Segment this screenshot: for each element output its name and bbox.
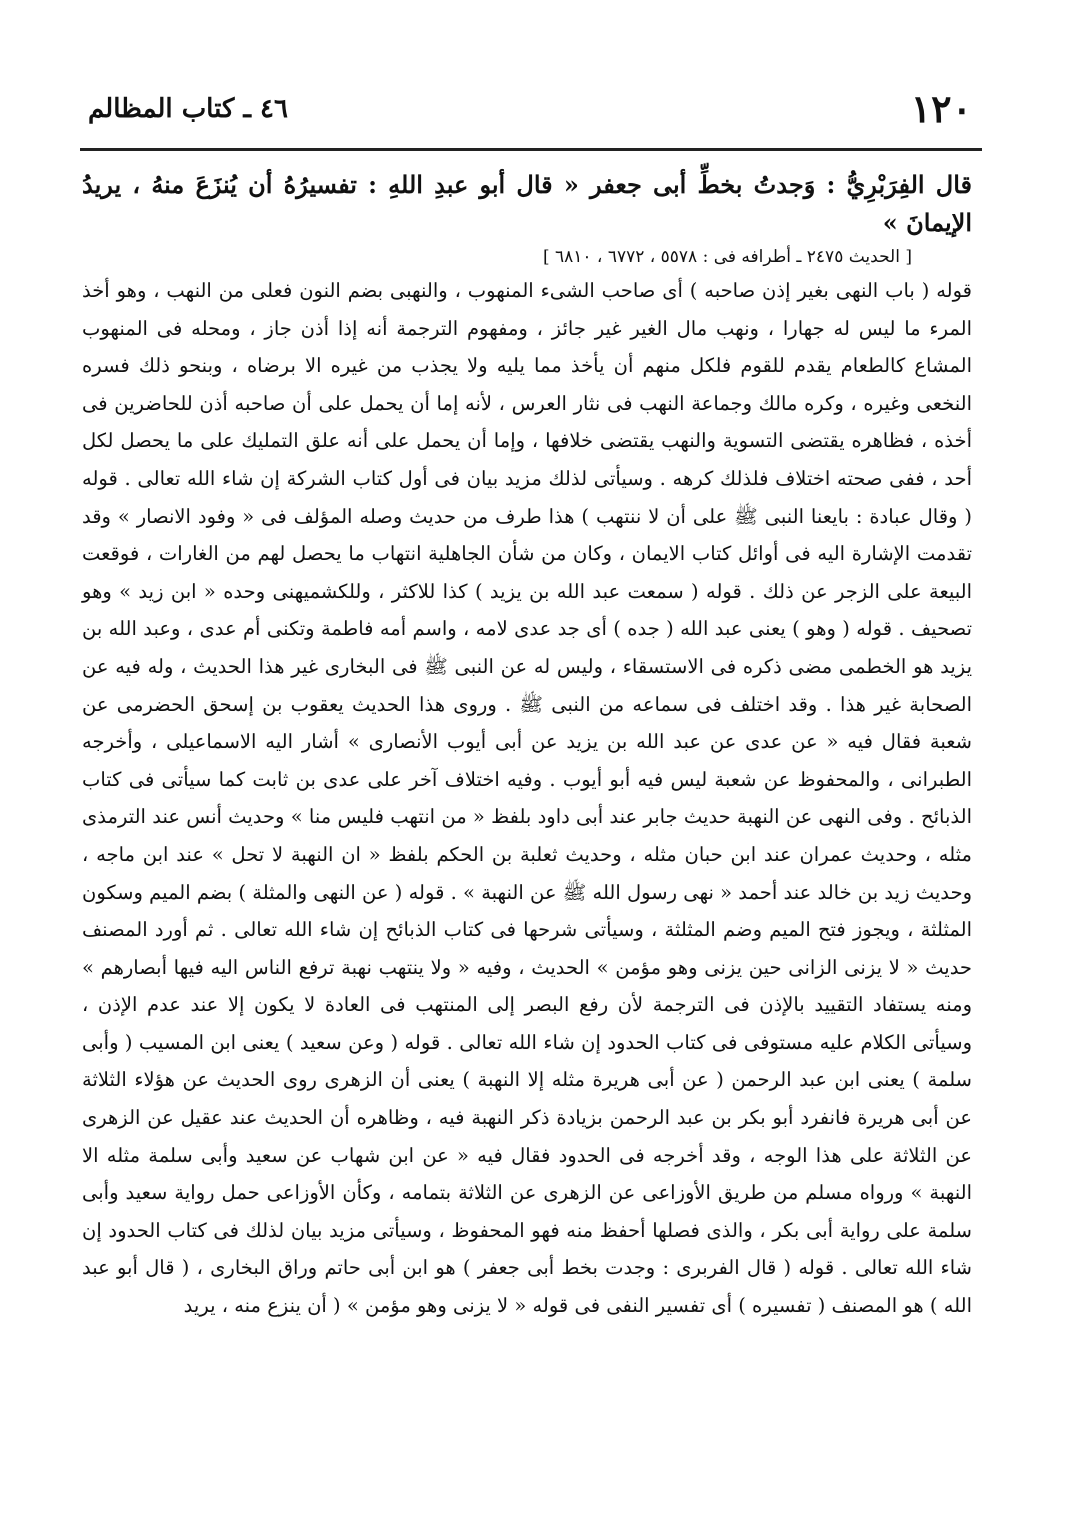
- page-content: [82, 160, 972, 1325]
- header-divider: [80, 148, 982, 151]
- page-number: ١٢٠: [910, 86, 972, 131]
- commentary-paragraph: قوله ( باب النهى بغير إذن صاحبه ) أى صاحب الشىء المنهوب ، والنهبى بضم النون فعلى من النهب ، وهو أخذ المرء ما ليس له جهارا ، ونهب مال الغير غير جائز ، ومفهوم الترجمة أنه إذا أذن جاز ، ومحله فى المنهوب المشاع كالطعام يقدم للقوم فلكل منهم أن يأخذ مما يليه ولا يجذب من غيره الا برضاه ، وبنحو ذلك فسره النخعى وغيره ، وكره مالك وجماعة النهب فى نثار العرس ، لأنه إما أن يحمل على أن صاحبه أذن للحاضرين فى أخذه ، فظاهره يقتضى التسوية والنهب يقتضى خلافها ، وإما أن يحمل على أنه علق التمليك على ما يحصل لكل أحد ، ففى صحته اختلاف فلذلك كرهه . وسيأتى لذلك مزيد بيان فى أول كتاب الشركة إن شاء الله تعالى . قوله ( وقال عبادة : بايعنا النبى ﷺ على أن لا ننتهب ) هذا طرف من حديث وصله المؤلف فى « وفود الانصار » وقد تقدمت الإشارة اليه فى أوائل كتاب الايمان ، وكان من شأن الجاهلية انتهاب ما يحصل لهم من الغارات ، فوقعت البيعة على الزجر عن ذلك . قوله ( سمعت عبد الله بن يزيد ) كذا للاكثر ، وللكشميهنى وحده « ابن زيد » وهو تصحيف . قوله ( وهو ) يعنى عبد الله ( جده ) أى جد عدى لامه ، واسم أمه فاطمة وتكنى أم عدى ، وعبد الله بن يزيد هو الخطمى مضى ذكره فى الاستسقاء ، وليس له عن النبى ﷺ فى البخارى غير هذا الحديث ، وله فيه عن الصحابة غير هذا . وقد اختلف فى سماعه من النبى ﷺ . وروى هذا الحديث يعقوب بن إسحق الحضرمى عن شعبة فقال فيه « عن عدى عن عبد الله بن يزيد عن أبى أيوب الأنصارى » أشار اليه الاسماعيلى ، وأخرجه الطبرانى ، والمحفوظ عن شعبة ليس فيه أبو أيوب . وفيه اختلاف آخر على عدى بن ثابت كما سيأتى فى كتاب الذبائح . وفى النهى عن النهبة حديث جابر عند أبى داود بلفظ « من انتهب فليس منا » وحديث أنس عند الترمذى مثله ، وحديث عمران عند ابن حبان مثله ، وحديث ثعلبة بن الحكم بلفظ « ان النهبة لا تحل » عند ابن ماجه ، وحديث زيد بن خالد عند أحمد « نهى رسول الله ﷺ عن النهبة » . قوله ( عن النهى والمثلة ) بضم الميم وسكون المثلثة ، ويجوز فتح الميم وضم المثلثة ، وسيأتى شرحها فى كتاب الذبائح إن شاء الله تعالى . ثم أورد المصنف حديث « لا يزنى الزانى حين يزنى وهو مؤمن » الحديث ، وفيه « ولا ينتهب نهبة ترفع الناس اليه فيها أبصارهم » ومنه يستفاد التقييد بالإذن فى الترجمة لأن رفع البصر إلى المنتهب فى العادة لا يكون إلا عند عدم الإذن ، وسيأتى الكلام عليه مستوفى فى كتاب الحدود إن شاء الله تعالى . قوله ( وعن سعيد ) يعنى ابن المسيب ( وأبى سلمة ) يعنى ابن عبد الرحمن ( عن أبى هريرة مثله إلا النهبة ) يعنى أن الزهرى روى الحديث عن هؤلاء الثلاثة عن أبى هريرة فانفرد أبو بكر بن عبد الرحمن بزيادة ذكر النهبة فيه ، وظاهره أن الحديث عند عقيل عن الزهرى عن الثلاثة على هذا الوجه ، وقد أخرجه فى الحدود فقال فيه « عن ابن شهاب عن سعيد وأبى سلمة مثله الا النهبة » ورواه مسلم من طريق الأوزاعى عن الزهرى عن الثلاثة بتمامه ، وكأن الأوزاعى حمل رواية سعيد وأبى سلمة على رواية أبى بكر ، والذى فصلها أحفظ منه فهو المحفوظ ، وسيأتى مزيد بيان لذلك فى كتاب الحدود إن شاء الله تعالى . قوله ( قال الفربرى : وجدت بخط أبى جعفر ) هو ابن أبى حاتم وراق البخارى ، ( قال أبو عبد الله ) هو المصنف ( تفسيره ) أى تفسير النفى فى قوله « لا يزنى وهو مؤمن » ( أن ينزع منه ، يريد: [82, 279, 972, 1318]
- hadith-text: قال الفِرَبْرِيُّ : وَجدتُ بخطِّ أبى جعفر « قال أبو عبدِ اللهِ : تفسيرُهُ أن يُنزَعَ منهُ ، يريدُ الإيمانَ »: [82, 170, 972, 237]
- page-header: [88, 86, 972, 136]
- hadith-reference: [ الحديث ٢٤٧٥ ـ أطرافه فى : ٥٥٧٨ ، ٦٧٧٢ ، ٦٨١٠ ]: [542, 247, 912, 267]
- running-head: ٤٦ ـ كتاب المظالم: [88, 94, 288, 124]
